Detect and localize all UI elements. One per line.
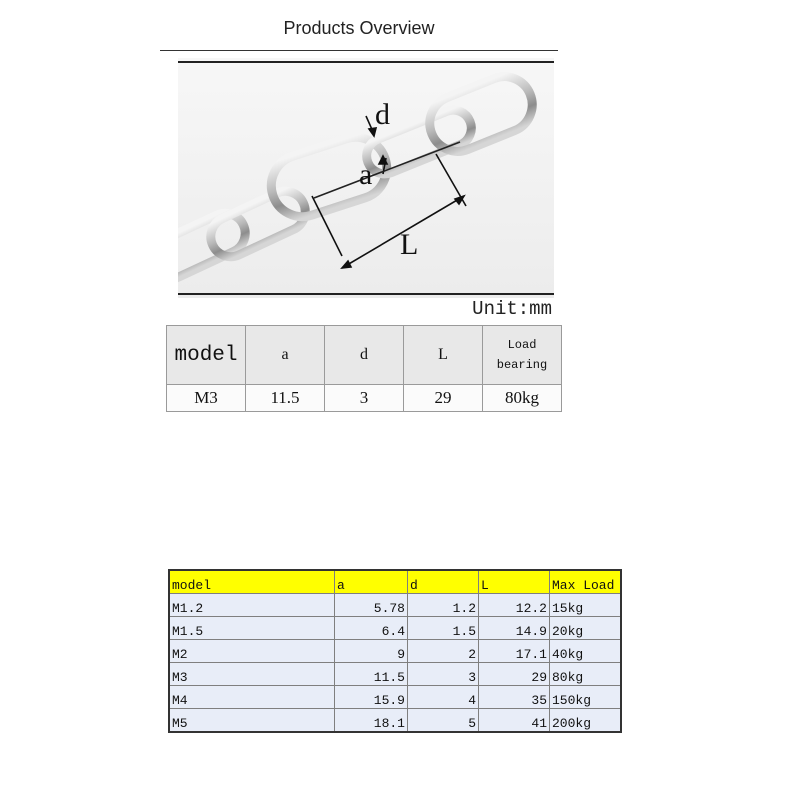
cell-d: 1.5	[408, 617, 479, 640]
cell-model: M1.5	[169, 617, 335, 640]
cell-a: 11.5	[335, 663, 408, 686]
cell-max-load: 200kg	[550, 709, 622, 733]
cell-a: 9	[335, 640, 408, 663]
cell-L: 17.1	[479, 640, 550, 663]
label-d: d	[375, 98, 390, 131]
page-title: Products Overview	[283, 18, 435, 38]
cell-L: 35	[479, 686, 550, 709]
cell-max-load: 40kg	[550, 640, 622, 663]
table-row	[169, 640, 621, 663]
title-divider	[160, 50, 558, 51]
cell-L: 41	[479, 709, 550, 733]
cell-max-load: 80kg	[550, 663, 622, 686]
cell-L: 29	[479, 663, 550, 686]
table-row	[169, 709, 621, 733]
cell-L: 12.2	[479, 594, 550, 617]
size-header-max-load: Max Load	[550, 570, 622, 594]
table-row	[169, 617, 621, 640]
spec-cell-model: M3	[167, 385, 246, 412]
table-row	[169, 594, 621, 617]
spec-header-model: model	[167, 326, 246, 385]
cell-d: 3	[408, 663, 479, 686]
cell-max-load: 20kg	[550, 617, 622, 640]
spec-cell-d: 3	[325, 385, 404, 412]
cell-model: M2	[169, 640, 335, 663]
spec-header-row	[167, 326, 562, 385]
label-L: L	[400, 228, 419, 261]
size-header-model: model	[169, 570, 335, 594]
cell-d: 2	[408, 640, 479, 663]
size-header-row	[169, 570, 621, 594]
cell-max-load: 150kg	[550, 686, 622, 709]
cell-d: 4	[408, 686, 479, 709]
label-a: a	[359, 158, 373, 191]
size-table	[168, 569, 622, 733]
cell-a: 5.78	[335, 594, 408, 617]
spec-data-row	[167, 385, 562, 412]
spec-cell-a: 11.5	[246, 385, 325, 412]
cell-model: M5	[169, 709, 335, 733]
cell-a: 6.4	[335, 617, 408, 640]
load-line1: Load	[507, 338, 537, 352]
table-row	[169, 686, 621, 709]
chain-diagram	[178, 58, 554, 298]
spec-table	[166, 325, 562, 412]
cell-model: M1.2	[169, 594, 335, 617]
size-header-a: a	[335, 570, 408, 594]
cell-model: M3	[169, 663, 335, 686]
size-header-L: L	[479, 570, 550, 594]
cell-d: 5	[408, 709, 479, 733]
cell-max-load: 15kg	[550, 594, 622, 617]
spec-cell-L: 29	[404, 385, 483, 412]
cell-model: M4	[169, 686, 335, 709]
load-line2: bearing	[496, 358, 548, 372]
size-header-d: d	[408, 570, 479, 594]
spec-header-L: L	[404, 326, 483, 385]
spec-header-d: d	[325, 326, 404, 385]
spec-header-a: a	[246, 326, 325, 385]
cell-L: 14.9	[479, 617, 550, 640]
cell-d: 1.2	[408, 594, 479, 617]
spec-cell-load: 80kg	[483, 385, 562, 412]
cell-a: 18.1	[335, 709, 408, 733]
spec-header-load	[483, 326, 562, 385]
table-row	[169, 663, 621, 686]
cell-a: 15.9	[335, 686, 408, 709]
unit-label: Unit:mm	[472, 298, 552, 320]
